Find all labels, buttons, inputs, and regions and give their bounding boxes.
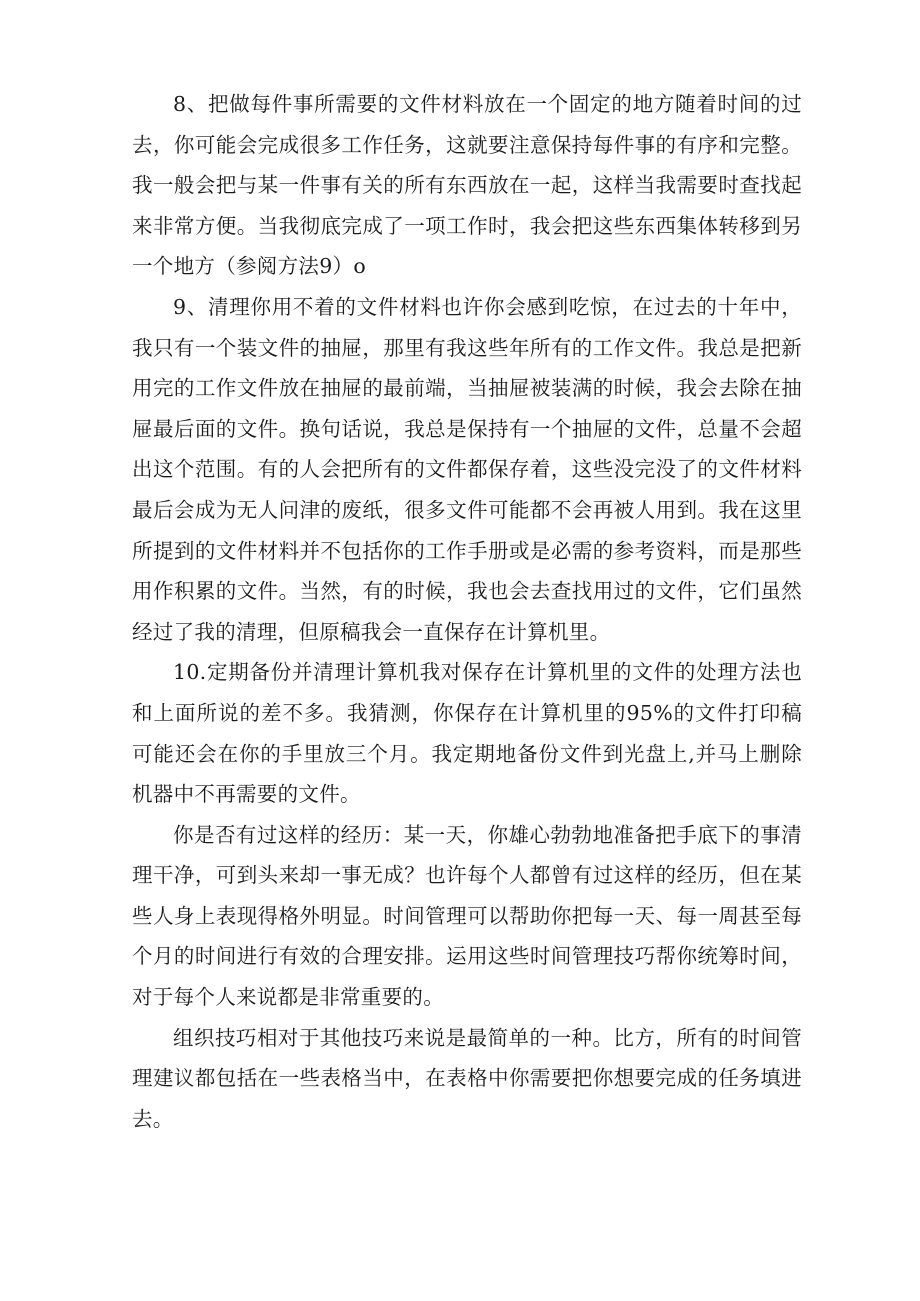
paragraph-method-8: 8、把做每件事所需要的文件材料放在一个固定的地方随着时间的过去，你可能会完成很多工作任务，这就要注意保持每件事的有序和完整。我一般会把与某一件事有关的所有东西放在一起，这样当我需要时查找起来非常方便。当我彻底完成了一项工作时，我会把这些东西集体转移到另一个地方（参阅方法9）o: [132, 92, 802, 279]
paragraph-method-10: 10.定期备份并清理计算机我对保存在计算机里的文件的处理方法也和上面所说的差不多。我猜测，你保存在计算机里的95%的文件打印稿可能还会在你的手里放三个月。我定期地备份文件到光盘上,并马上删除机器中不再需要的文件。: [132, 660, 802, 807]
paragraph-organization: 组织技巧相对于其他技巧来说是最简单的一种。比方，所有的时间管理建议都包括在一些表格当中，在表格中你需要把你想要完成的任务填进去。: [132, 1025, 802, 1131]
paragraph-experience: 你是否有过这样的经历：某一天，你雄心勃勃地准备把手底下的事清理干净，可到头来却一事无成？也许每个人都曾有过这样的经历，但在某些人身上表现得格外明显。时间管理可以帮助你把每一天、每一周甚至每个月的时间进行有效的合理安排。运用这些时间管理技巧帮你统筹时间，对于每个人来说都是非常重要的。: [132, 822, 802, 1010]
paragraph-method-9: 9、清理你用不着的文件材料也许你会感到吃惊，在过去的十年中，我只有一个装文件的抽屉，那里有我这些年所有的工作文件。我总是把新用完的工作文件放在抽屉的最前端，当抽屉被装满的时候，我会去除在抽屉最后面的文件。换句话说，我总是保持有一个抽屉的文件，总量不会超出这个范围。有的人会把所有的文件都保存着，这些没完没了的文件材料最后会成为无人问津的废纸，很多文件可能都不会再被人用到。我在这里所提到的文件材料并不包括你的工作手册或是必需的参考资料，而是那些用作积累的文件。当然，有的时候，我也会去查找用过的文件，它们虽然经过了我的清理，但原稿我会一直保存在计算机里。: [132, 294, 802, 644]
